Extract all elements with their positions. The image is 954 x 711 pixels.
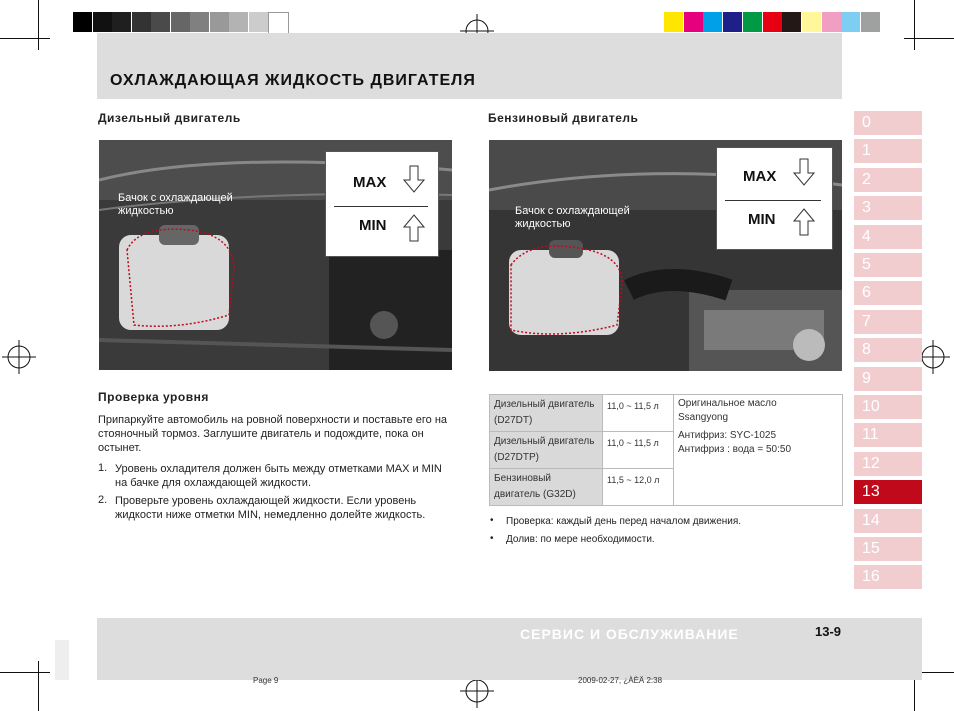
petrol-heading: Бензиновый двигатель <box>488 111 639 125</box>
page-title: ОХЛАЖДАЮЩАЯ ЖИДКОСТЬ ДВИГАТЕЛЯ <box>110 72 476 89</box>
footer-edge-block <box>55 640 69 680</box>
petrol-engine-photo <box>489 140 842 371</box>
gray-swatch <box>249 12 268 32</box>
bullet-dot: • <box>490 533 494 544</box>
engine-cell: Дизельный двигатель (D27DTP) <box>490 432 603 469</box>
note-cell <box>674 395 843 506</box>
crop-mark <box>38 661 39 711</box>
gray-swatch <box>132 12 151 32</box>
chapter-tab-4[interactable]: 4 <box>854 225 922 249</box>
color-swatch <box>723 12 742 32</box>
chapter-tab-8[interactable]: 8 <box>854 338 922 362</box>
diesel-level-gauge <box>325 151 439 257</box>
gray-swatch <box>229 12 248 32</box>
engine-cell: Дизельный двигатель (D27DT) <box>490 395 603 432</box>
engine-cell: Бензиновый двигатель (G32D) <box>490 469 603 506</box>
arrow-up-icon <box>793 208 815 236</box>
diesel-engine-photo <box>99 140 452 370</box>
bullet-text: Проверка: каждый день перед началом движения. <box>506 516 742 527</box>
min-label: MIN <box>748 211 776 228</box>
step-number: 1. <box>98 462 108 474</box>
volume-cell: 11,0 ~ 11,5 л <box>603 432 674 469</box>
bullet-text: Долив: по мере необходимости. <box>506 534 655 545</box>
gray-swatch <box>210 12 229 32</box>
volume-cell: 11,5 ~ 12,0 л <box>603 469 674 506</box>
chapter-tab-13[interactable]: 13 <box>854 480 922 504</box>
step-text: Проверьте уровень охлаждающей жидкости. Если уровень жидкости ниже отметки MIN, немедленно долейте жидкость. <box>115 495 426 521</box>
min-label: MIN <box>359 217 387 234</box>
crop-mark <box>0 672 50 673</box>
gray-swatch <box>93 12 112 32</box>
slug-left: Page 9 <box>253 676 279 685</box>
diesel-heading: Дизельный двигатель <box>98 111 241 125</box>
gray-swatch <box>151 12 170 32</box>
gray-swatch <box>112 12 131 32</box>
step-text: Уровень охладителя должен быть между отметками MAX и MIN на бачке для охлаждающей жидкости. <box>115 463 442 489</box>
color-swatch <box>782 12 801 32</box>
color-swatch <box>684 12 703 32</box>
chapter-tab-2[interactable]: 2 <box>854 168 922 192</box>
max-label: MAX <box>353 174 387 191</box>
chapter-tab-14[interactable]: 14 <box>854 509 922 533</box>
diesel-callout-text: Бачок с охлаждающей жидкостью <box>118 192 233 217</box>
arrow-down-icon <box>403 165 425 193</box>
chapter-tab-3[interactable]: 3 <box>854 196 922 220</box>
chapter-tab-9[interactable]: 9 <box>854 367 922 391</box>
chapter-tab-12[interactable]: 12 <box>854 452 922 476</box>
color-swatch <box>743 12 762 32</box>
gauge-divider <box>334 206 428 207</box>
color-swatch <box>664 12 683 32</box>
crop-mark <box>904 38 954 39</box>
slug-right: 2009-02-27, ¿ÀÈÄ 2:38 <box>578 676 663 685</box>
section-title: СЕРВИС И ОБСЛУЖИВАНИЕ <box>520 626 739 642</box>
chapter-tab-11[interactable]: 11 <box>854 423 922 447</box>
chapter-tab-7[interactable]: 7 <box>854 310 922 334</box>
gray-swatch <box>268 12 289 34</box>
page-number: 13-9 <box>815 624 842 639</box>
color-swatch <box>822 12 841 32</box>
chapter-tab-10[interactable]: 10 <box>854 395 922 419</box>
color-swatch <box>703 12 722 32</box>
petrol-level-gauge <box>716 147 833 250</box>
chapter-tab-6[interactable]: 6 <box>854 281 922 305</box>
coolant-spec-table <box>489 394 843 506</box>
chapter-tab-0[interactable]: 0 <box>854 111 922 135</box>
crop-mark <box>0 38 50 39</box>
gauge-divider <box>725 200 821 201</box>
chapter-tab-16[interactable]: 16 <box>854 565 922 589</box>
color-swatch <box>841 12 860 32</box>
chapter-tab-1[interactable]: 1 <box>854 139 922 163</box>
chapter-tab-5[interactable]: 5 <box>854 253 922 277</box>
note-line: Оригинальное масло Ssangyong <box>678 398 777 423</box>
petrol-callout-text: Бачок с охлаждающей жидкостью <box>515 205 630 230</box>
arrow-up-icon <box>403 214 425 242</box>
gray-swatch <box>190 12 209 32</box>
check-intro-text: Припаркуйте автомобиль на ровной поверхности и поставьте его на стояночный тормоз. Заглушите двигатель и подождите, пока он остынет. <box>98 414 448 454</box>
check-heading: Проверка уровня <box>98 390 209 404</box>
note-line: Антифриз : вода = 50:50 <box>678 444 792 455</box>
gray-swatch <box>171 12 190 32</box>
table-row <box>490 395 843 432</box>
gray-swatch <box>73 12 92 32</box>
volume-cell: 11,0 ~ 11,5 л <box>603 395 674 432</box>
arrow-down-icon <box>793 158 815 186</box>
registration-mark-icon <box>2 340 36 374</box>
step-number: 2. <box>98 494 108 506</box>
color-swatch <box>802 12 821 32</box>
crop-mark <box>38 0 39 50</box>
chapter-tab-15[interactable]: 15 <box>854 537 922 561</box>
note-line: Антифриз: SYC-1025 <box>678 430 777 441</box>
bullet-dot: • <box>490 515 494 526</box>
color-swatch <box>861 12 880 32</box>
crop-mark <box>914 0 915 50</box>
color-swatch <box>763 12 782 32</box>
max-label: MAX <box>743 168 777 185</box>
footer-band <box>97 618 922 680</box>
